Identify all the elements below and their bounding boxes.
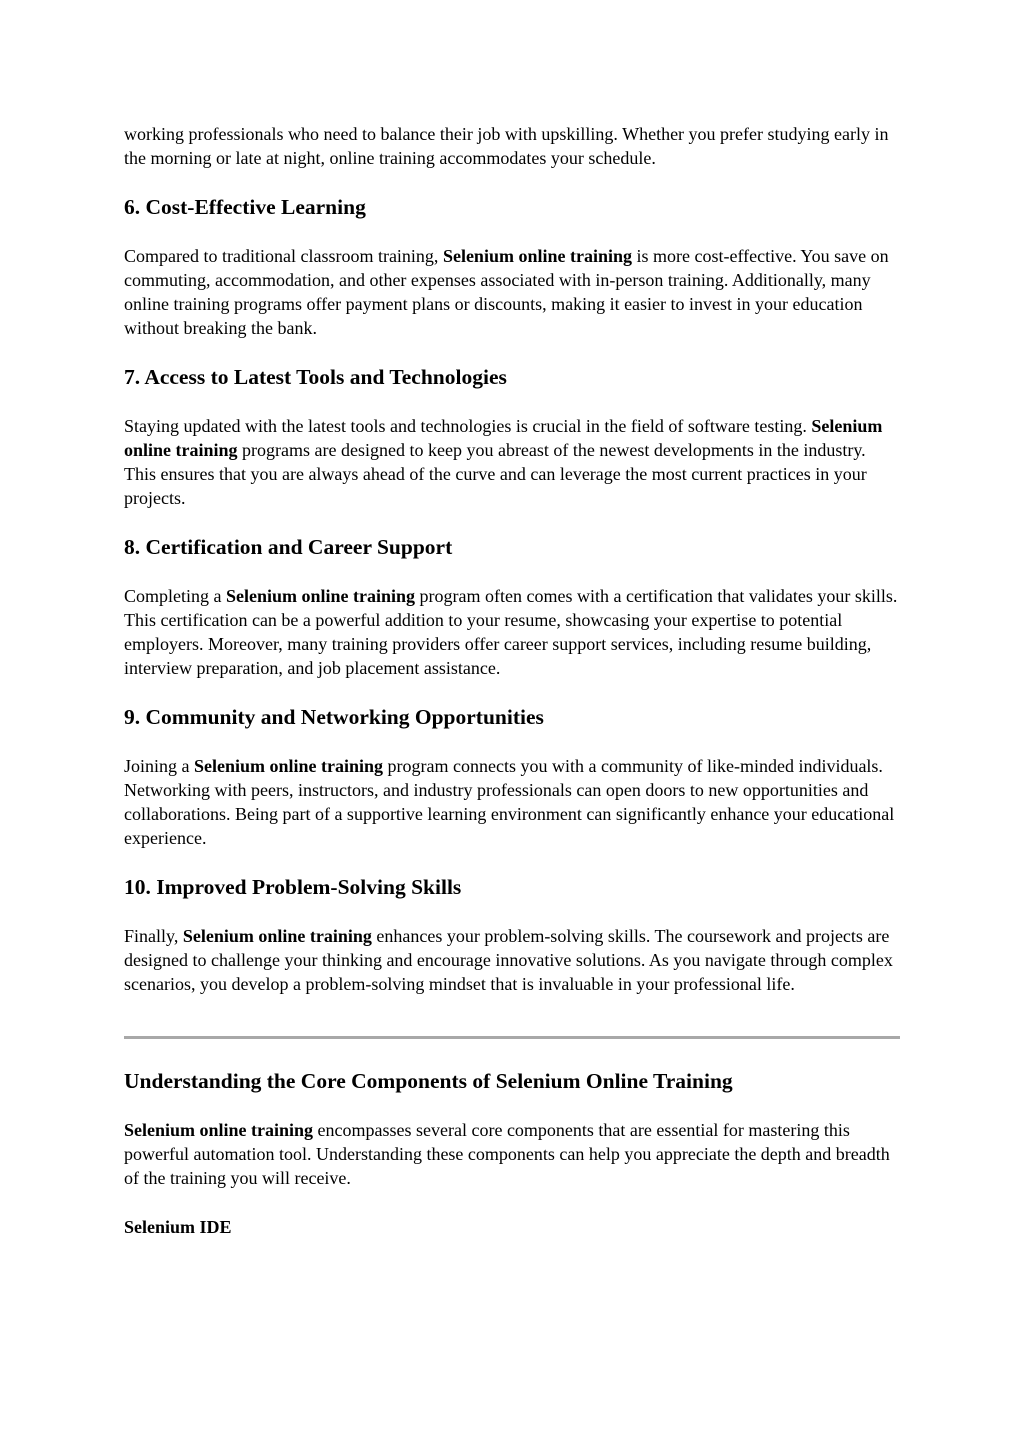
core-components-heading: Understanding the Core Components of Selenium Online Training — [124, 1069, 733, 1093]
core-components-paragraph — [124, 1118, 900, 1190]
section-9-text-before: Joining a — [124, 756, 194, 776]
section-7-bold-keyword: Selenium online training — [124, 416, 883, 460]
core-bold-keyword: Selenium online training — [124, 1120, 314, 1140]
section-8-text-before: Completing a — [124, 586, 226, 606]
section-6-paragraph — [124, 244, 900, 340]
core-text-after: encompasses several core components that are essential for mastering this powerful automation tool. Understanding these components can help you appreciate the depth and breadth of the training you will receive. — [124, 1120, 890, 1188]
section-10-text-after: enhances your problem-solving skills. The coursework and projects are designed to challenge your thinking and encourage innovative solutions. As you navigate through complex scenarios, you develop a problem-solving mindset that is invaluable in your professional life. — [124, 926, 893, 994]
section-8-text-after: program often comes with a certification that validates your skills. This certification can be a powerful addition to your resume, showcasing your expertise to potential employers. Moreover, many training providers offer career support services, including resume building, interview preparation, and job placement assistance. — [124, 586, 898, 678]
document-page — [124, 122, 900, 1239]
section-9-paragraph — [124, 754, 900, 850]
section-7-text-before: Staying updated with the latest tools and technologies is crucial in the field of software testing. — [124, 416, 812, 436]
section-7-heading: 7. Access to Latest Tools and Technologies — [124, 365, 507, 389]
intro-paragraph: working professionals who need to balance their job with upskilling. Whether you prefer studying early in the morning or late at night, online training accommodates your schedule. — [124, 124, 889, 168]
section-9-bold-keyword: Selenium online training — [194, 756, 384, 776]
section-9-heading: 9. Community and Networking Opportunities — [124, 705, 544, 729]
section-8-paragraph — [124, 584, 900, 680]
section-10-heading: 10. Improved Problem-Solving Skills — [124, 875, 462, 899]
section-6-bold-keyword: Selenium online training — [442, 246, 632, 266]
section-7-paragraph — [124, 414, 900, 510]
selenium-ide-subheading: Selenium IDE — [124, 1217, 232, 1237]
section-10-paragraph — [124, 924, 900, 996]
section-10-text-before: Finally, — [124, 926, 183, 946]
section-6-text-before: Compared to traditional classroom training, — [124, 246, 443, 266]
section-6-text-after: is more cost-effective. You save on commuting, accommodation, and other expenses associated with in-person training. Additionally, many online training programs offer payment plans or discounts, making it easier to invest in your education without breaking the bank. — [124, 246, 889, 338]
section-9-text-after: program connects you with a community of like-minded individuals. Networking with peers, instructors, and industry professionals can open doors to new opportunities and collaborations. Being part of a supportive learning environment can significantly enhance your educational experience. — [124, 756, 895, 848]
section-7-text-after: programs are designed to keep you abreast of the newest developments in the industry. This ensures that you are always ahead of the curve and can leverage the most current practices in your projects. — [124, 440, 867, 508]
section-8-heading: 8. Certification and Career Support — [124, 535, 453, 559]
section-10-bold-keyword: Selenium online training — [182, 926, 372, 946]
section-8-bold-keyword: Selenium online training — [226, 586, 416, 606]
horizontal-divider — [124, 1036, 900, 1039]
section-6-heading: 6. Cost-Effective Learning — [124, 195, 366, 219]
